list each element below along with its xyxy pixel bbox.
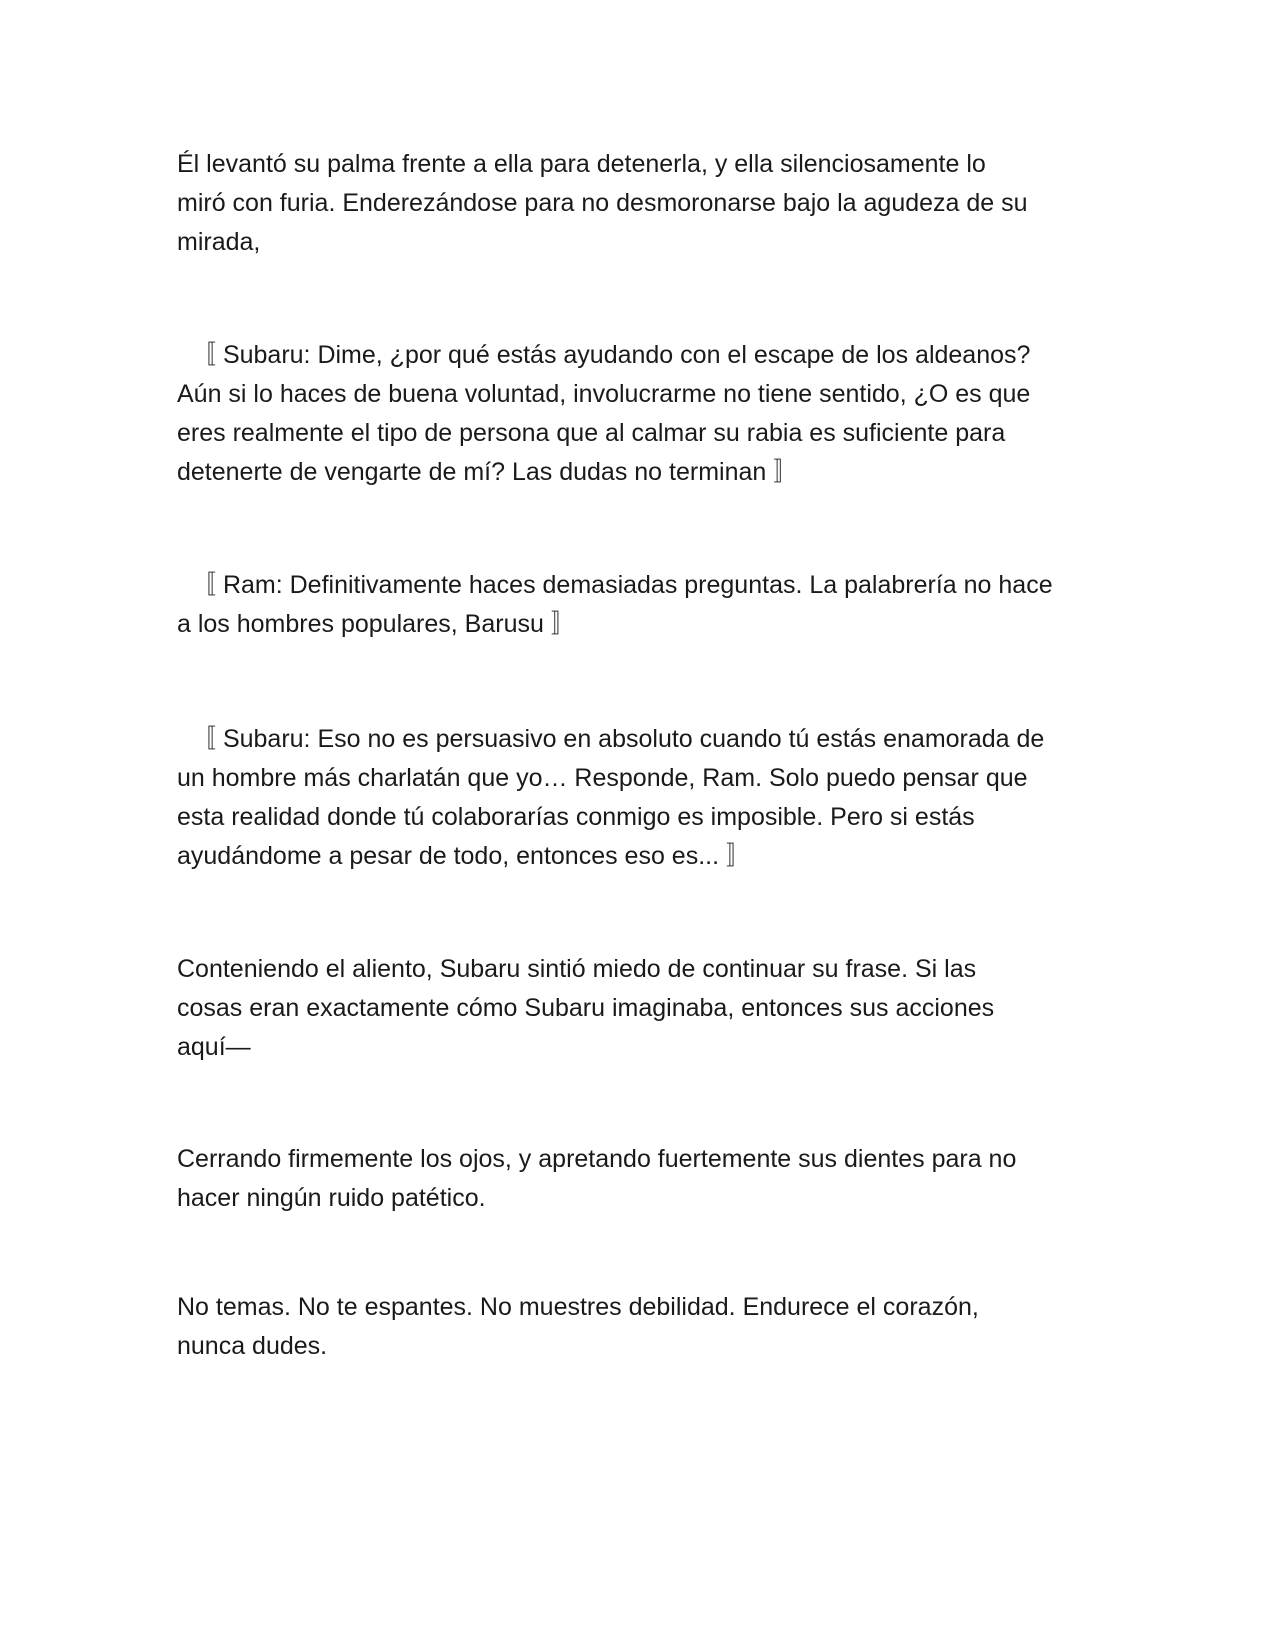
paragraph-dialogue-ram: 〚 Ram: Definitivamente haces demasiadas preguntas. La palabrería no hace a los hombres populares, Barusu 〛 <box>177 571 1053 638</box>
paragraph-narration-3: Cerrando firmemente los ojos, y apretando fuertemente sus dientes para no hacer ningún ruido patético. <box>177 1145 1017 1212</box>
paragraph-narration-4: No temas. No te espantes. No muestres debilidad. Endurece el corazón, nunca dudes. <box>177 1293 979 1360</box>
paragraph-narration-2: Conteniendo el aliento, Subaru sintió miedo de continuar su frase. Si las cosas eran exactamente cómo Subaru imaginaba, entonces sus acciones aquí— <box>177 955 995 1061</box>
paragraph-dialogue-subaru-1: 〚 Subaru: Dime, ¿por qué estás ayudando con el escape de los aldeanos? Aún si lo haces de buena voluntad, involucrarme no tiene sentido, ¿O es que eres realmente el tipo de persona que al calmar su rabia es suficiente para detenerte de vengarte de mí? Las dudas no terminan 〛 <box>177 341 1031 486</box>
paragraph-dialogue-subaru-2: 〚 Subaru: Eso no es persuasivo en absoluto cuando tú estás enamorada de un hombre más charlatán que yo… Responde, Ram. Solo puedo pensar que esta realidad donde tú colaborarías conmigo es imposible. Pero si estás ayudándome a pesar de todo, entonces eso es... 〛 <box>177 725 1045 870</box>
paragraph-narration-1: Él levantó su palma frente a ella para detenerla, y ella silenciosamente lo miró con furia. Enderezándose para no desmoronarse bajo la agudeza de su mirada, <box>177 150 1028 256</box>
